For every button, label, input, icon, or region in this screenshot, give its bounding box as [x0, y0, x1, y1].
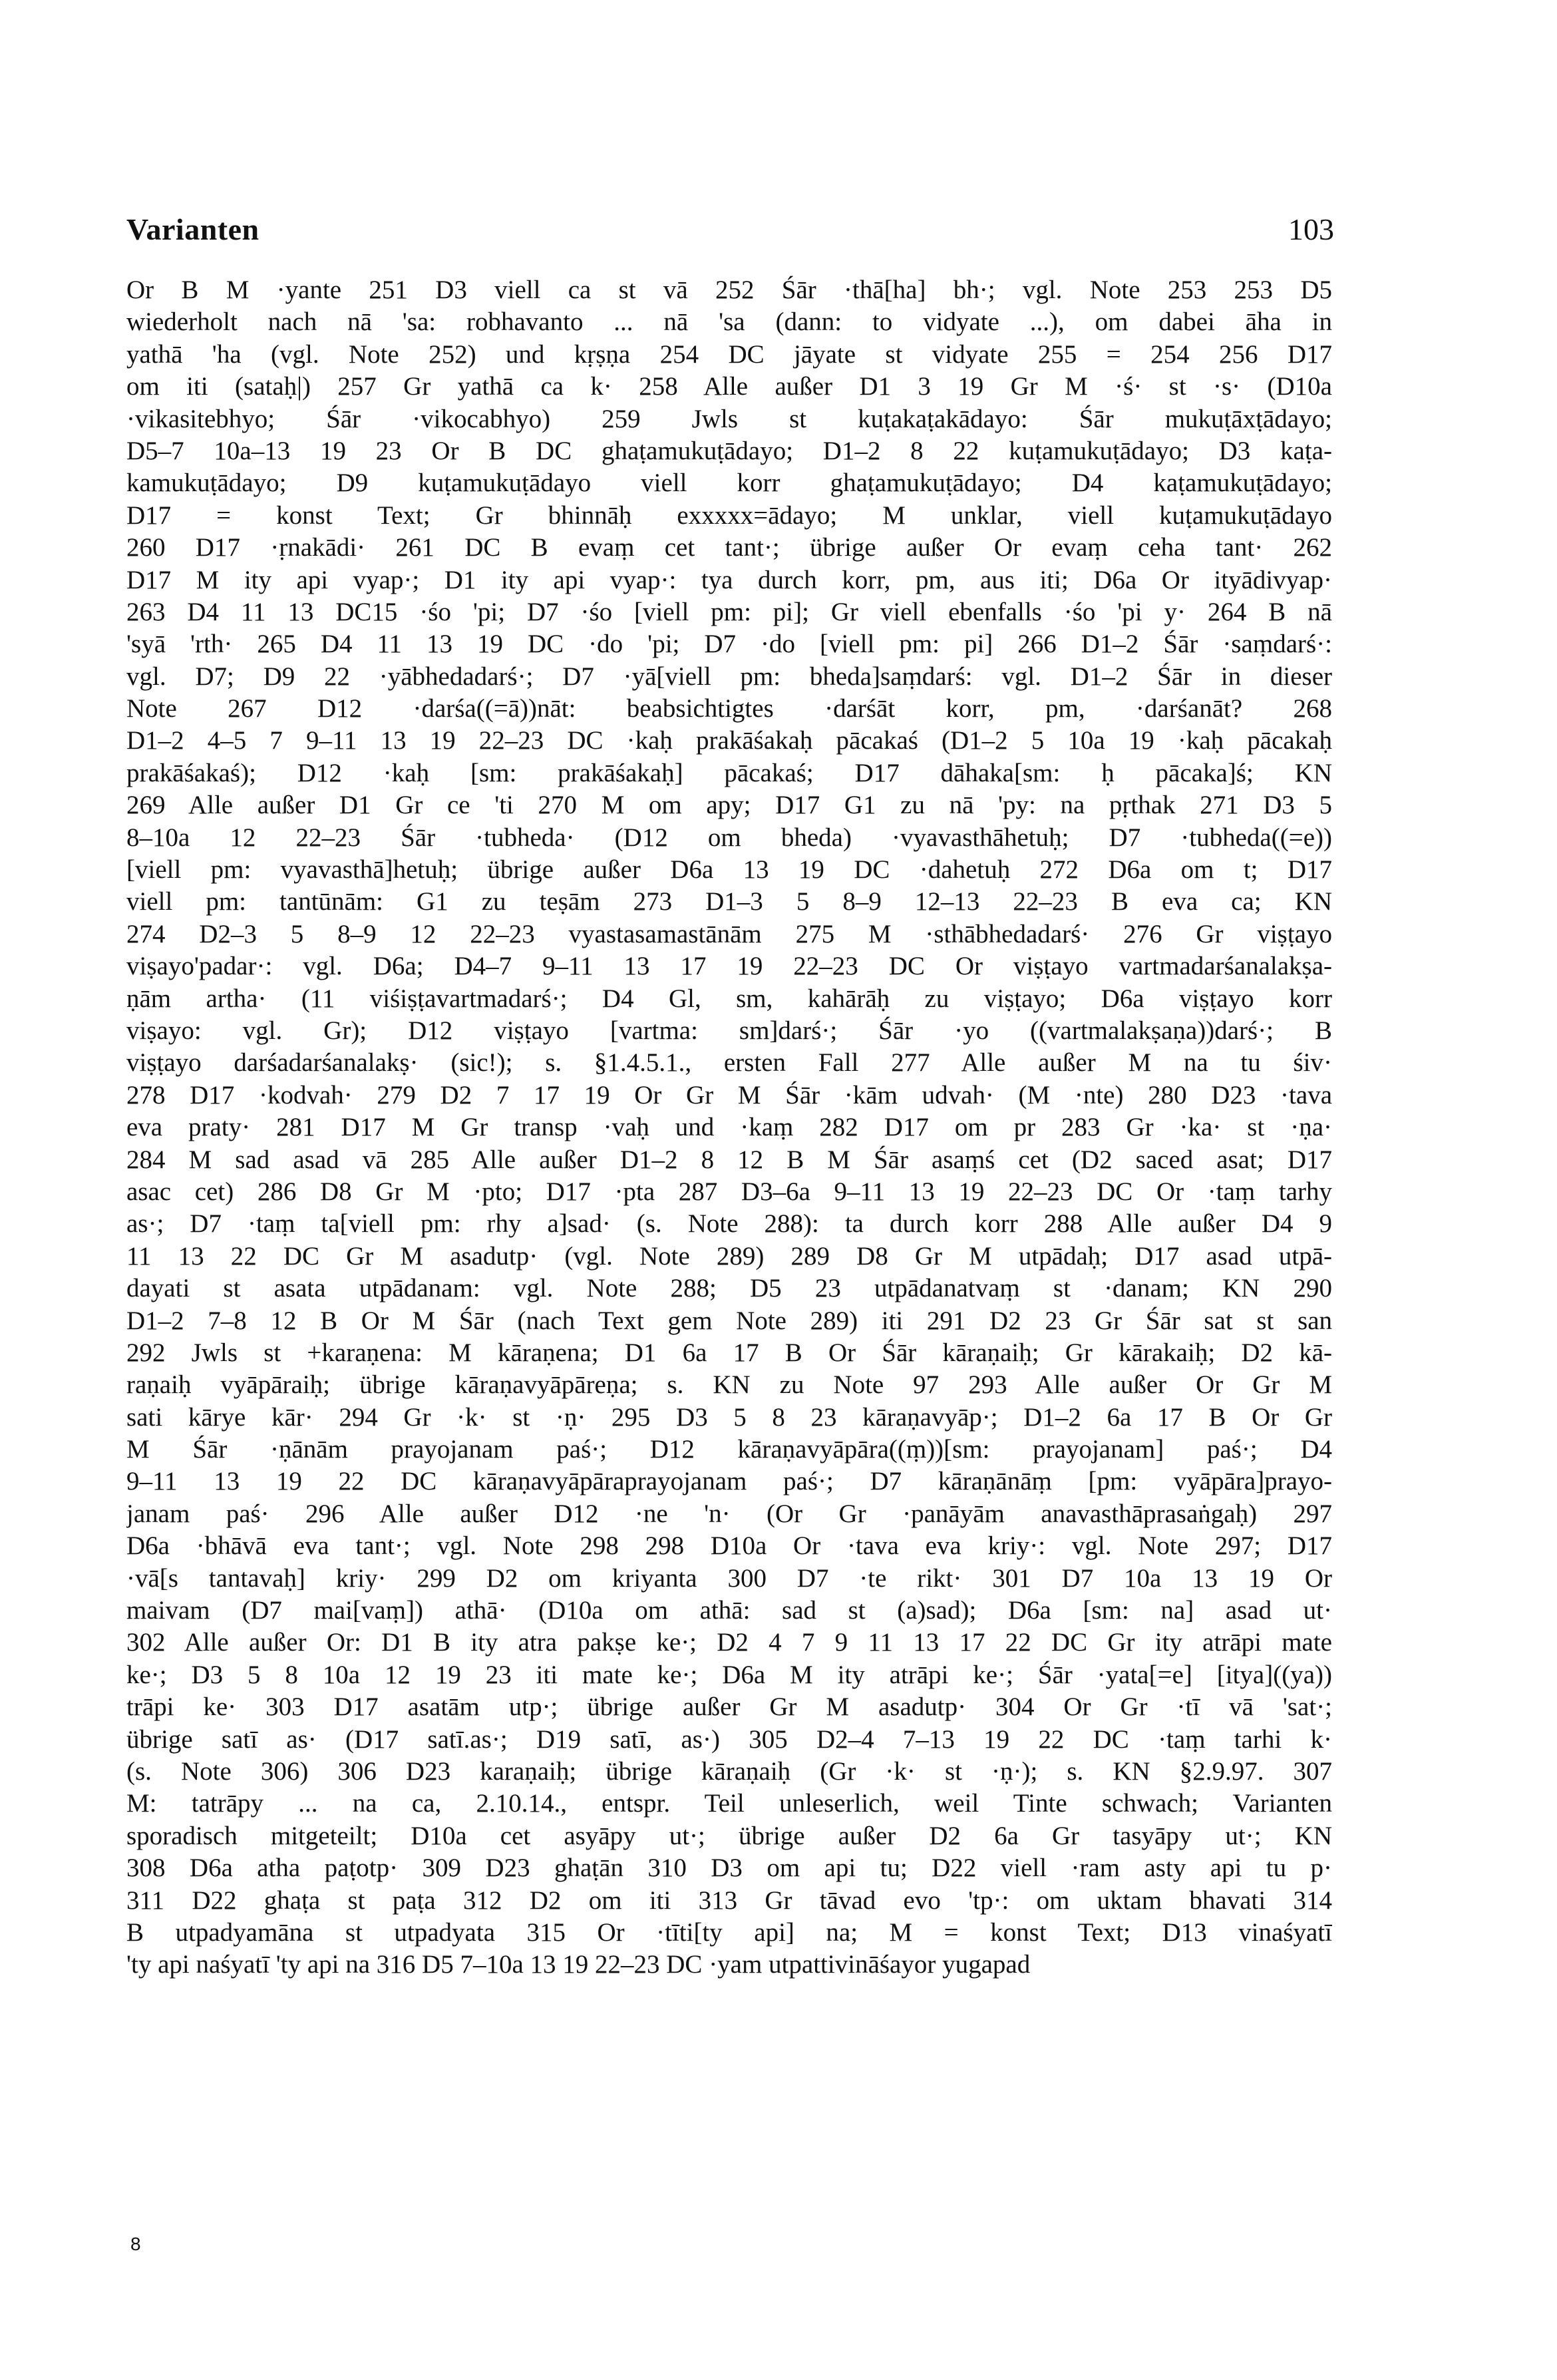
text-line: 302 Alle außer Or: D1 B ity atra pakṣe ke·; D2 4 7 9 11 13 17 22 DC Gr ity atrāpi mate: [126, 1628, 1332, 1657]
text-line: janam paś· 296 Alle außer D12 ·ne 'n· (Or Gr ·panāyām anavasthāprasaṅgaḥ) 297: [126, 1499, 1332, 1528]
text-line: maivam (D7 mai[vaṃ]) athā· (D10a om athā: sad st (a)sad); D6a [sm: na] asad ut·: [126, 1596, 1332, 1625]
text-line: ·vikasitebhyo; Śār ·vikocabhyo) 259 Jwls st kuṭakaṭakādayo: Śār mukuṭāxṭādayo;: [126, 404, 1332, 433]
text-line: 311 D22 ghaṭa st paṭa 312 D2 om iti 313 Gr tāvad evo 'tp·: om uktam bhavati 314: [126, 1885, 1332, 1915]
text-line: 278 D17 ·kodvah· 279 D2 7 17 19 Or Gr M Śār ·kām udvah· (M ·nte) 280 D23 ·tava: [126, 1080, 1332, 1109]
text-line: D5–7 10a–13 19 23 Or B DC ghaṭamukuṭādayo; D1–2 8 22 kuṭamukuṭādayo; D3 kaṭa-: [126, 436, 1332, 465]
text-line: D6a ·bhāvā eva tant·; vgl. Note 298 298 D10a Or ·tava eva kriy·: vgl. Note 297; D17: [126, 1531, 1332, 1561]
text-line: as·; D7 ·taṃ ta[viell pm: rhy a]sad· (s. Note 288): ta durch korr 288 Alle außer D4 9: [126, 1209, 1332, 1239]
text-line: Note 267 D12 ·darśa((=ā))nāt: beabsichtigtes ·darśāt korr, pm, ·darśanāt? 268: [126, 694, 1332, 723]
text-line: kamukuṭādayo; D9 kuṭamukuṭādayo viell korr ghaṭamukuṭādayo; D4 kaṭamukuṭādayo;: [126, 469, 1332, 498]
running-head: [126, 212, 1334, 258]
text-line: vgl. D7; D9 22 ·yābhedadarś·; D7 ·yā[viell pm: bheda]saṃdarś: vgl. D1–2 Śār in dieser: [126, 662, 1332, 691]
text-line: 9–11 13 19 22 DC kāraṇavyāpāraprayojanam paś·; D7 kāraṇānāṃ [pm: vyāpāra]prayo-: [126, 1467, 1332, 1496]
text-line: 11 13 22 DC Gr M asadutp· (vgl. Note 289) 289 D8 Gr M utpādaḥ; D17 asad utpā-: [126, 1241, 1332, 1271]
text-line: sati kārye kār· 294 Gr ·k· st ·ṇ· 295 D3 5 8 23 kāraṇavyāp·; D1–2 6a 17 B Or Gr: [126, 1402, 1332, 1432]
text-line: yathā 'ha (vgl. Note 252) und kṛṣṇa 254 DC jāyate st vidyate 255 = 254 256 D17: [126, 339, 1332, 369]
text-line: B utpadyamāna st utpadyata 315 Or ·tīti[ty api] na; M = konst Text; D13 vinaśyatī: [126, 1917, 1332, 1947]
text-line: M: tatrāpy ... na ca, 2.10.14., entspr. Teil unleserlich, weil Tinte schwach; Varianten: [126, 1789, 1332, 1818]
text-line: D17 M ity api vyap·; D1 ity api vyap·: tya durch korr, pm, aus iti; D6a Or ityādivyap·: [126, 565, 1332, 594]
text-line: übrige satī as· (D17 satī.as·; D19 satī, as·) 305 D2–4 7–13 19 22 DC ·taṃ tarhi k·: [126, 1724, 1332, 1754]
text-line: Or B M ·yante 251 D3 viell ca st vā 252 Śār ·thā[ha] bh·; vgl. Note 253 253 D5: [126, 276, 1332, 304]
text-line: sporadisch mitgeteilt; D10a cet asyāpy ut·; übrige außer D2 6a Gr tasyāpy ut·; KN: [126, 1821, 1332, 1850]
text-line: 263 D4 11 13 DC15 ·śo 'pi; D7 ·śo [viell pm: pi]; Gr viell ebenfalls ·śo 'pi y· 264 B nā: [126, 597, 1332, 626]
text-line: wiederholt nach nā 'sa: robhavanto ... nā 'sa (dann: to vidyate ...), om dabei āha in: [126, 307, 1332, 337]
signature-mark: 8: [130, 2234, 141, 2254]
text-line: eva praty· 281 D17 M Gr transp ·vaḥ und ·kaṃ 282 D17 om pr 283 Gr ·ka· st ·ṇa·: [126, 1113, 1332, 1142]
text-line: prakāśakaś); D12 ·kaḥ [sm: prakāśakaḥ] pācakaś; D17 dāhaka[sm: ḥ pācaka]ś; KN: [126, 758, 1332, 787]
text-line: viṣayo'padar·: vgl. D6a; D4–7 9–11 13 17 19 22–23 DC Or viṣṭayo vartmadarśanalakṣa-: [126, 952, 1332, 981]
text-line: dayati st asata utpādanam: vgl. Note 288; D5 23 utpādanatvaṃ st ·danam; KN 290: [126, 1274, 1332, 1303]
text-line: ṇām artha· (11 viśiṣṭavartmadarś·; D4 Gl, sm, kahārāḥ zu viṣṭayo; D6a viṣṭayo korr: [126, 984, 1332, 1013]
text-line: M Śār ·ṇānām prayojanam paś·; D12 kāraṇavyāpāra((ṃ))[sm: prayojanam] paś·; D4: [126, 1435, 1332, 1464]
text-line: 269 Alle außer D1 Gr ce 'ti 270 M om apy; D17 G1 zu nā 'py: na pṛthak 271 D3 5: [126, 791, 1332, 820]
text-line: (s. Note 306) 306 D23 karaṇaiḥ; übrige kāraṇaiḥ (Gr ·k· st ·ṇ·); s. KN §2.9.97. 307: [126, 1756, 1332, 1786]
text-line: 8–10a 12 22–23 Śār ·tubheda· (D12 om bheda) ·vyavasthāhetuḥ; D7 ·tubheda((=e)): [126, 823, 1332, 852]
page-number: 103: [1288, 212, 1334, 246]
text-line: viṣayo: vgl. Gr); D12 viṣṭayo [vartma: sm]darś·; Śār ·yo ((vartmalakṣaṇa))darś·; B: [126, 1016, 1332, 1045]
text-line: om iti (sataḥ|) 257 Gr yathā ca k· 258 Alle außer D1 3 19 Gr M ·ś· st ·s· (D10a: [126, 372, 1332, 401]
text-line: asac cet) 286 D8 Gr M ·pto; D17 ·pta 287 D3–6a 9–11 13 19 22–23 DC Or ·taṃ tarhy: [126, 1177, 1332, 1206]
text-line: raṇaiḥ vyāpāraiḥ; übrige kāraṇavyāpāreṇa; s. KN zu Note 97 293 Alle außer Or Gr M: [126, 1370, 1332, 1400]
text-line: 292 Jwls st +karaṇena: M kāraṇena; D1 6a 17 B Or Śār kāraṇaiḥ; Gr kārakaiḥ; D2 kā-: [126, 1338, 1332, 1367]
text-line: D1–2 7–8 12 B Or M Śār (nach Text gem Note 289) iti 291 D2 23 Gr Śār sat st san: [126, 1306, 1332, 1335]
page-title: Varianten: [126, 212, 260, 246]
variant-apparatus-text: [126, 274, 1332, 1981]
text-line: ke·; D3 5 8 10a 12 19 23 iti mate ke·; D6a M ity atrāpi ke·; Śār ·yata[=e] [itya]((ya)): [126, 1660, 1332, 1689]
text-line: D17 = konst Text; Gr bhinnāḥ exxxxx=ādayo; M unklar, viell kuṭamukuṭādayo: [126, 500, 1332, 530]
text-line: 'syā 'rth· 265 D4 11 13 19 DC ·do 'pi; D7 ·do [viell pm: pi] 266 D1–2 Śār ·saṃdarś·:: [126, 630, 1332, 659]
text-line: 274 D2–3 5 8–9 12 22–23 vyastasamastānām 275 M ·sthābhedadarś· 276 Gr viṣṭayo: [126, 919, 1332, 948]
text-line: 260 D17 ·ṛnakādi· 261 DC B evaṃ cet tant·; übrige außer Or evaṃ ceha tant· 262: [126, 533, 1332, 562]
text-line: D1–2 4–5 7 9–11 13 19 22–23 DC ·kaḥ prakāśakaḥ pācakaś (D1–2 5 10a 19 ·kaḥ pācakaḥ: [126, 726, 1332, 755]
text-line: trāpi ke· 303 D17 asatām utp·; übrige außer Gr M asadutp· 304 Or Gr ·tī vā 'sat·;: [126, 1692, 1332, 1722]
text-line: viṣṭayo darśadarśanalakṣ· (sic!); s. §1.4.5.1., ersten Fall 277 Alle außer M na tu śiv·: [126, 1048, 1332, 1078]
text-line: 'ty api naśyatī 'ty api na 316 D5 7–10a 13 19 22–23 DC ·yam utpattivināśayor yugapad: [126, 1950, 1031, 1979]
text-line: viell pm: tantūnām: G1 zu teṣām 273 D1–3 5 8–9 12–13 22–23 B eva ca; KN: [126, 887, 1332, 916]
text-line: 308 D6a atha paṭotp· 309 D23 ghaṭān 310 D3 om api tu; D22 viell ·ram asty api tu p·: [126, 1854, 1332, 1883]
text-line: 284 M sad asad vā 285 Alle außer D1–2 8 12 B M Śār asaṃś cet (D2 saced asat; D17: [126, 1145, 1332, 1174]
text-line: ·vā[s tantavaḥ] kriy· 299 D2 om kriyanta 300 D7 ·te rikt· 301 D7 10a 13 19 Or: [126, 1563, 1332, 1593]
text-line: [viell pm: vyavasthā]hetuḥ; übrige außer D6a 13 19 DC ·dahetuḥ 272 D6a om t; D17: [126, 855, 1332, 885]
